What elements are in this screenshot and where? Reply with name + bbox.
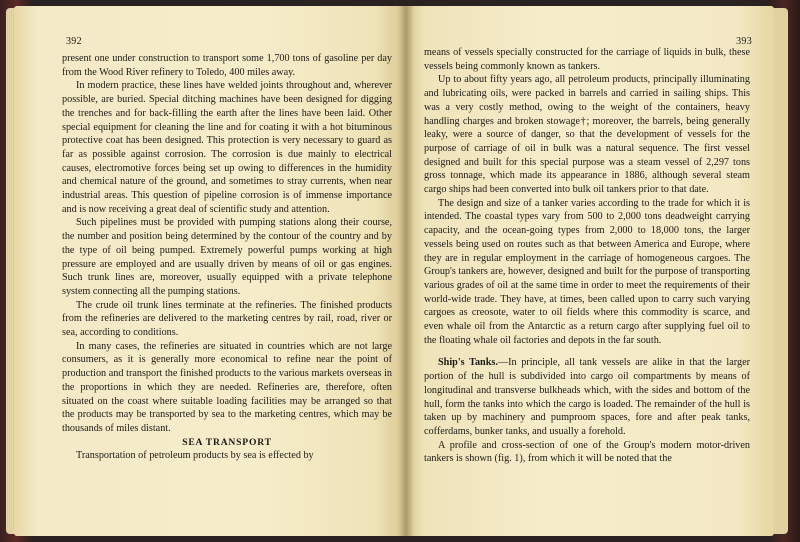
runin-text: —In principle, all tank vessels are alike in that the larger portion of the hull is subdivided into cargo oil compartments by means of longitudinal and transverse bulkheads which, with the sides and bottom of the hull, form the tanks into which the cargo is loaded. The remainder of the hull is taken up by machinery and pumproom spaces, fore and after peak tanks, cofferdams, bunker tanks, and usually a forehold. [424,357,751,437]
paragraph: In many cases, the refineries are situated in countries which are not large consumers, as it is generally more economical to refine near the point of production and transport the finished products to the various markets overseas in the proportions in which they are needed. Refineries are, therefore, often situated on the coast where suitable loading facilities may be arranged so that the products may be transported by sea to the marketing centres, which may be thousands of miles distant. [62,340,392,434]
runin-heading: Ship's Tanks. [438,357,498,369]
paragraph: Such pipelines must be provided with pumping stations along their course, the number and position being determined by the contour of the country and by the type of oil being pumped. Extremely powerful pumps working at high pressure are employed and are usually driven by means of oil or gas engines. Such trunk lines are, moreover, usually equipped with a private telephone system connecting all the pumping stations. [62,217,392,297]
paragraph: The crude oil trunk lines terminate at the refineries. The finished products from the refineries are delivered to the marketing centres by rail, road, river or sea, according to conditions. [62,299,392,339]
left-page [14,6,406,536]
page-number: 392 [66,36,82,47]
paragraph: means of vessels specially constructed for the carriage of liquids in bulk, these vessels being commonly known as tankers. [424,47,750,72]
paragraph: Transportation of petroleum products by sea is effected by [76,450,314,462]
book-gutter [398,6,414,536]
paragraph [424,356,750,438]
right-page [406,6,774,536]
paragraph: present one under construction to transport some 1,700 tons of gasoline per day from the Wood River refinery to Toledo, 400 miles away. [62,53,392,78]
paragraph: Up to about fifty years ago, all petroleum products, principally illuminating and lubricating oils, were packed in barrels and carried in sailing ships. This was a very costly method, owing to the weight of the containers, heavy handling charges and broken stowage†; moreover, the barrels, being generally leaky, were a source of danger, so that the development of vessels for the purpose of carriage of oil in bulk was a natural sequence. The first vessel designed and built for this special purpose was a steam vessel of 2,297 tons gross tonnage, which made its appearance in 1886, although several steam cargo ships had been converted into bulk oil tankers prior to that date. [424,74,750,196]
page-edges-right [774,8,788,534]
left-page-text [62,52,392,463]
page-number: 393 [736,36,752,47]
paragraph: The design and size of a tanker varies according to the trade for which it is intended. The coastal types vary from 500 to 2,000 tons deadweight carrying capacity, and the ocean-going types from 2,000 to 18,000 tons, the larger vessels being used on routes such as that between America and Europe, where they are in regular employment in the carriage of homogeneous cargoes. The Group's tankers are, however, designed and built for the purpose of transporting various grades of oil at the same time in order to meet the requirements of their world-wide trade. They have, at times, been called upon to carry such varying cargoes as creosote, water to oil fields where this commodity is scarce, and even whale oil from the Antarctic as a return cargo after supplying fuel oil to the floating whale oil factories and depots in the far south. [424,197,750,346]
paragraph: A profile and cross-section of one of the Group's modern motor-driven tankers is shown (fig. 1), from which it will be noted that the [424,439,750,465]
paragraph: In modern practice, these lines have welded joints throughout and, wherever possible, are buried. Special ditching machines have been designed for digging the trenches and for back-filling the earth after the lines have been laid. Other special equipment for cleaning the line and for coating it with a hot bituminous protective coat has been designed. This protection is very necessary to guard as far as possible against corrosion. The corrosion is due mainly to electrical causes, electromotive forces being set up owing to differences in the humidity and chemical nature of the ground, and sometimes to stray currents, when near industrial areas. This question of pipeline corrosion is of immense importance and is now receiving a great deal of scientific study and attention. [62,80,392,215]
section-heading: SEA TRANSPORT [182,436,272,448]
right-page-text [424,46,750,466]
